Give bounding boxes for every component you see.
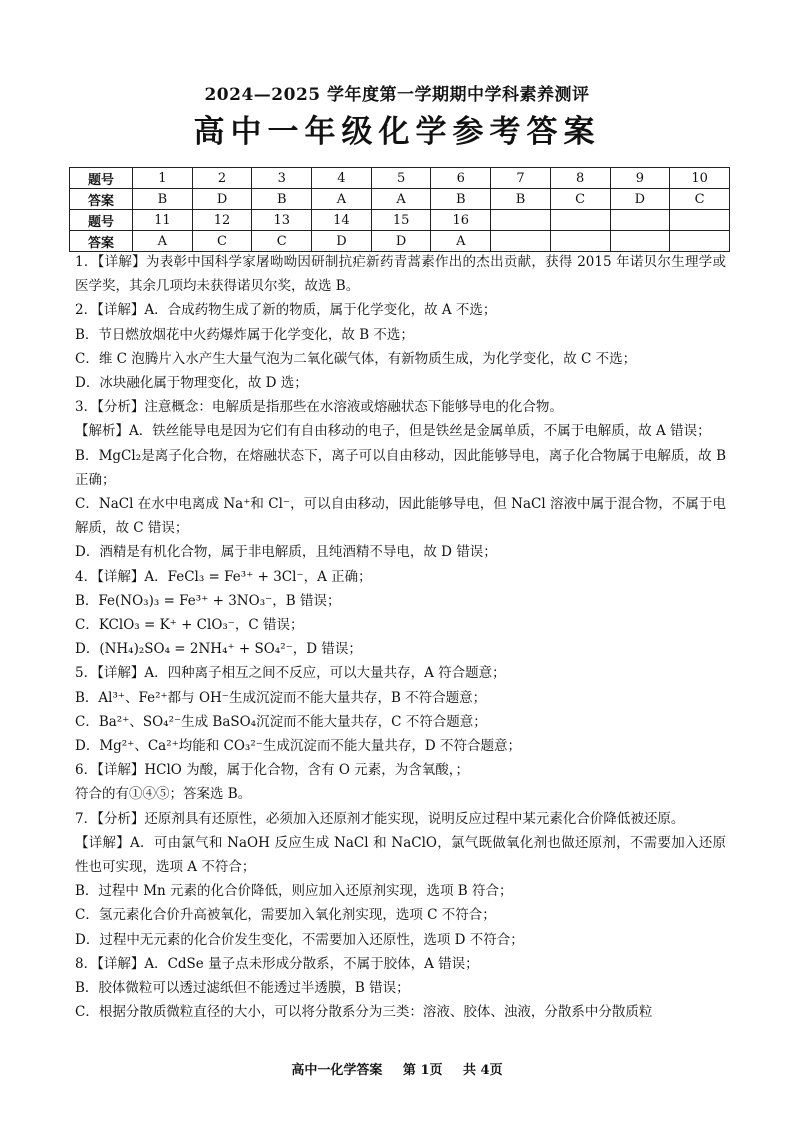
- answer-table-cell: 10: [670, 168, 730, 189]
- explanation-line: 4．【详解】A．FeCl₃ = Fe³⁺ + 3Cl⁻，A 正确；: [75, 568, 372, 585]
- answer-table-cell: [491, 210, 551, 231]
- answer-table-cell: A: [431, 231, 491, 252]
- answer-table-cell: 7: [491, 168, 551, 189]
- answer-table-cell: 1: [133, 168, 193, 189]
- footer-total-pages: 共 4页: [463, 1063, 503, 1078]
- explanation-line: C．Ba²⁺、SO₄²⁻生成 BaSO₄沉淀而不能大量共存，C 不符合题意；: [75, 713, 487, 730]
- answer-table-cell: C: [192, 231, 252, 252]
- explanation-line: 2．【详解】A．合成药物生成了新的物质，属于化学变化，故 A 不选；: [75, 302, 497, 319]
- page-title: 高中一年级化学参考答案: [193, 114, 601, 150]
- page-footer: [0, 1059, 794, 1078]
- answer-table-cell: 6: [431, 168, 491, 189]
- answer-table-cell: A: [133, 231, 193, 252]
- answer-table-cell: [610, 231, 670, 252]
- explanation-line: B．MgCl₂是离子化合物，在熔融状态下，离子可以自由移动，因此能够导电，离子化合物属于电解质，故 B 正确；: [75, 447, 726, 488]
- answer-table-cell: D: [192, 189, 252, 210]
- answer-table-cell: 2: [192, 168, 252, 189]
- explanation-line: B．Al³⁺、Fe²⁺都与 OH⁻生成沉淀而不能大量共存，B 不符合题意；: [75, 689, 487, 706]
- explanation-line: D．酒精是有机化合物，属于非电解质，且纯酒精不导电，故 D 错误；: [75, 544, 497, 561]
- explanation-line: D．过程中无元素的化合价发生变化，不需要加入还原性，选项 D 不符合；: [75, 931, 524, 948]
- answer-table-cell: B: [491, 189, 551, 210]
- answer-table-cell: 11: [133, 210, 193, 231]
- explanation-line: B．Fe(NO₃)₃ = Fe³⁺ + 3NO₃⁻，B 错误；: [75, 592, 341, 609]
- explanation-line: C．NaCl 在水中电离成 Na⁺和 Cl⁻，可以自由移动，因此能够导电，但 NaCl 溶液中属于混合物，不属于电解质，故 C 错误；: [75, 496, 726, 537]
- answer-table-cell: 9: [610, 168, 670, 189]
- answer-table-cell: 8: [550, 168, 610, 189]
- answer-table-row: [70, 210, 730, 231]
- explanation-line: C．根据分散质微粒直径的大小，可以将分散系分为三类：溶液、胶体、浊液，分散系中分散质粒: [75, 1004, 653, 1021]
- answer-table: [69, 167, 730, 252]
- explanation-line: B．节日燃放烟花中火药爆炸属于化学变化，故 B 不选；: [75, 326, 414, 343]
- explanation-line: 6．【详解】HClO 为酸，属于化合物，含有 O 元素，为含氧酸，；: [75, 762, 470, 779]
- answer-table-cell: [610, 210, 670, 231]
- explanation-line: 3．【分析】注意概念：电解质是指那些在水溶液或熔融状态下能够导电的化合物。: [75, 399, 563, 416]
- explanation-line: C．KClO₃ = K⁺ + ClO₃⁻，C 错误；: [75, 617, 304, 634]
- answer-table-header-cell: 题号: [70, 210, 133, 231]
- footer-page-number: 第 1页: [402, 1063, 443, 1078]
- answer-table-row: [70, 168, 730, 189]
- answer-table-cell: D: [312, 231, 372, 252]
- explanation-line: 【详解】A．可由氯气和 NaOH 反应生成 NaCl 和 NaClO，氯气既做氧化剂也做还原剂，不需要加入还原性也可实现，选项 A 不符合；: [75, 834, 726, 876]
- answer-table-cell: 13: [252, 210, 312, 231]
- answer-table-cell: [670, 231, 730, 252]
- explanation-line: B．过程中 Mn 元素的化合价降低，则应加入还原剂实现，选项 B 符合；: [75, 883, 513, 900]
- answer-table-cell: D: [371, 231, 431, 252]
- answer-table-cell: C: [550, 189, 610, 210]
- answer-table-cell: 16: [431, 210, 491, 231]
- answer-table-cell: D: [610, 189, 670, 210]
- explanation-line: 8．【详解】A．CdSe 量子点未形成分散系，不属于胶体，A 错误；: [75, 955, 479, 972]
- answer-table-header-cell: 答案: [70, 231, 133, 252]
- answer-table-row: [70, 231, 730, 252]
- explanations: [75, 250, 726, 1025]
- exam-subtitle: 2024—2025 学年度第一学期期中学科素养测评: [204, 85, 590, 105]
- answer-table-cell: B: [431, 189, 491, 210]
- explanation-line: 符合的有①④⑤；答案选 B。: [75, 786, 252, 803]
- explanation-line: C．氢元素化合价升高被氧化，需要加入氧化剂实现，选项 C 不符合；: [75, 907, 496, 924]
- explanation-line: C．维 C 泡腾片入水产生大量气泡为二氧化碳气体，有新物质生成，为化学变化，故 C 不选；: [75, 350, 637, 367]
- answer-table-header-cell: 题号: [70, 168, 133, 189]
- answer-table-cell: C: [670, 189, 730, 210]
- answer-table-cell: C: [252, 231, 312, 252]
- answer-table-cell: [550, 210, 610, 231]
- answer-table-cell: 3: [252, 168, 312, 189]
- explanation-line: 5．【详解】A．四种离子相互之间不反应，可以大量共存，A 符合题意；: [75, 665, 506, 682]
- explanation-line: D．Mg²⁺、Ca²⁺均能和 CO₃²⁻生成沉淀而不能大量共存，D 不符合题意；: [75, 738, 521, 755]
- answer-table-cell: A: [371, 189, 431, 210]
- answer-table-cell: B: [252, 189, 312, 210]
- answer-table-cell: [491, 231, 551, 252]
- footer-doc-name: 高中一化学答案: [291, 1063, 383, 1078]
- answer-table-row: [70, 189, 730, 210]
- explanation-line: D．(NH₄)₂SO₄ = 2NH₄⁺ + SO₄²⁻，D 错误；: [75, 641, 362, 658]
- answer-table-cell: 12: [192, 210, 252, 231]
- answer-table-cell: 14: [312, 210, 372, 231]
- answer-table-cell: A: [312, 189, 372, 210]
- answer-table-cell: 4: [312, 168, 372, 189]
- answer-table-cell: [670, 210, 730, 231]
- answer-table-cell: B: [133, 189, 193, 210]
- answer-table-cell: 15: [371, 210, 431, 231]
- answer-table-cell: [550, 231, 610, 252]
- explanation-line: B．胶体微粒可以透过滤纸但不能透过半透膜，B 错误；: [75, 980, 410, 997]
- answer-table-header-cell: 答案: [70, 189, 133, 210]
- explanation-line: 7．【分析】还原剂具有还原性，必须加入还原剂才能实现，说明反应过程中某元素化合价降低被还原。: [75, 810, 685, 827]
- explanation-line: D．冰块融化属于物理变化，故 D 选；: [75, 375, 308, 392]
- explanation-line: 【解析】A．铁丝能导电是因为它们有自由移动的电子，但是铁丝是金属单质，不属于电解质，故 A 错误；: [75, 423, 711, 440]
- answer-table-cell: 5: [371, 168, 431, 189]
- explanation-line: 1．【详解】为表彰中国科学家屠呦呦因研制抗疟新药青蒿素作出的杰出贡献，获得 2015 年诺贝尔生理学或医学奖，其余几项均未获得诺贝尔奖，故选 B。: [75, 254, 726, 295]
